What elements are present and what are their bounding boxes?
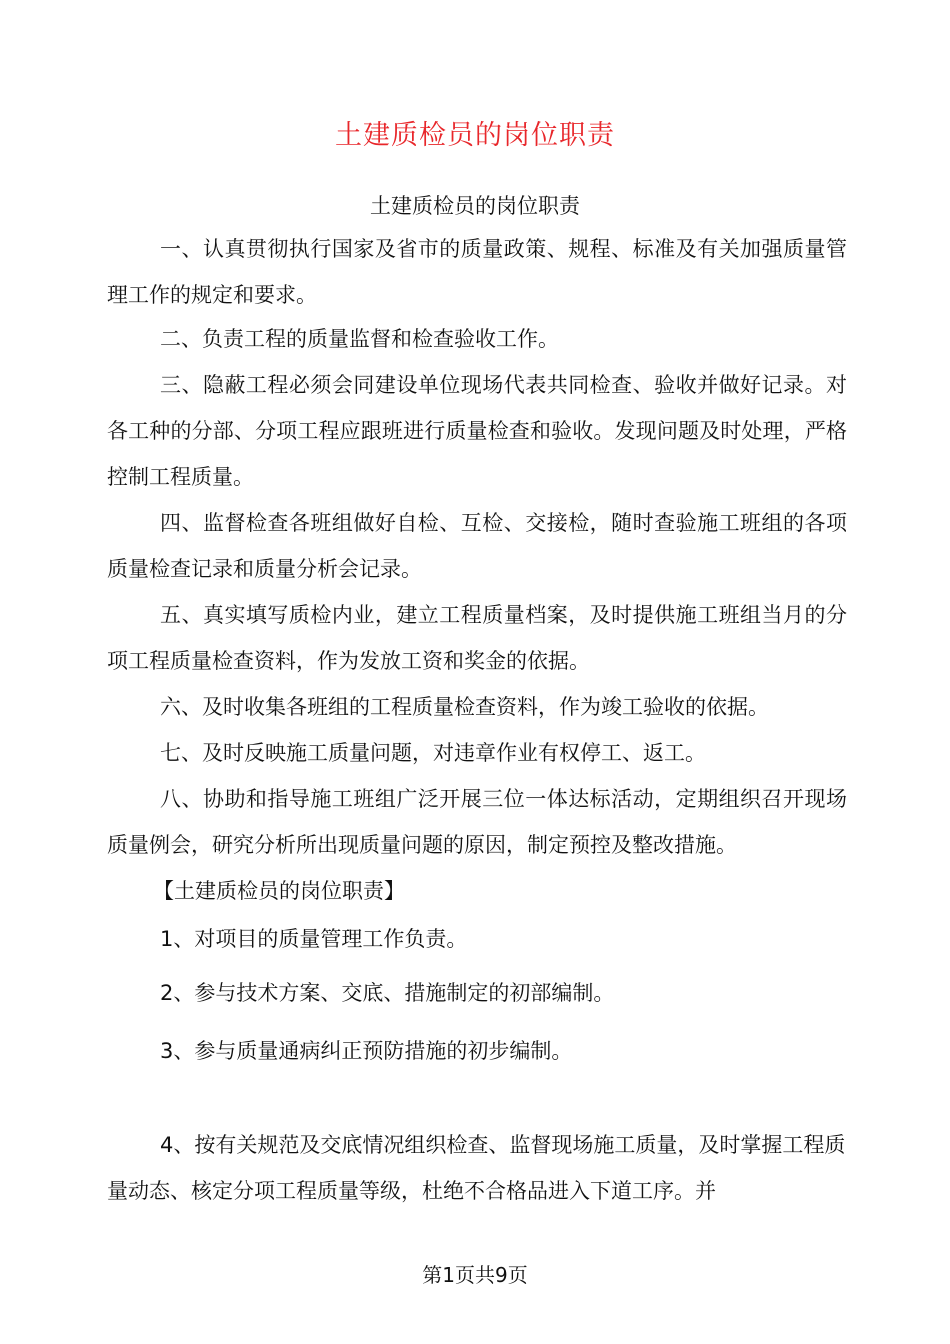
paragraph-7: 七、及时反映施工质量问题，对违章作业有权停工、返工。	[160, 741, 706, 765]
page-title: 土建质检员的岗位职责	[335, 120, 615, 151]
page-footer: 第1页共9页	[422, 1263, 528, 1287]
paragraph-6: 六、及时收集各班组的工程质量检查资料，作为竣工验收的依据。	[160, 695, 769, 719]
paragraph-2: 二、负责工程的质量监督和检查验收工作。	[160, 327, 559, 351]
paragraph-8: 八、协助和指导施工班组广泛开展三位一体达标活动，定期组织召开现场质量例会，研究分析所出现质量问题的原因，制定预控及整改措施。	[107, 787, 847, 857]
paragraph-3: 三、隐蔽工程必须会同建设单位现场代表共同检查、验收并做好记录。对各工种的分部、分项工程应跟班进行质量检查和验收。发现问题及时处理，严格控制工程质量。	[107, 373, 847, 489]
list-item-2: 2、参与技术方案、交底、措施制定的初部编制。	[160, 981, 615, 1005]
paragraph-1: 一、认真贯彻执行国家及省市的质量政策、规程、标准及有关加强质量管理工作的规定和要求。	[107, 237, 847, 307]
list-item-4: 4、按有关规范及交底情况组织检查、监督现场施工质量，及时掌握工程质量动态、核定分项工程质量等级，杜绝不合格品进入下道工序。并	[107, 1133, 846, 1203]
paragraph-4: 四、监督检查各班组做好自检、互检、交接检，随时查验施工班组的各项质量检查记录和质量分析会记录。	[107, 511, 847, 581]
document-subtitle: 土建质检员的岗位职责	[370, 194, 580, 218]
list-item-1: 1、对项目的质量管理工作负责。	[160, 927, 468, 951]
section-heading: 【土建质检员的岗位职责】	[153, 879, 405, 903]
list-item-3: 3、参与质量通病纠正预防措施的初步编制。	[160, 1039, 573, 1063]
paragraph-5: 五、真实填写质检内业，建立工程质量档案，及时提供施工班组当月的分项工程质量检查资料，作为发放工资和奖金的依据。	[107, 603, 847, 673]
